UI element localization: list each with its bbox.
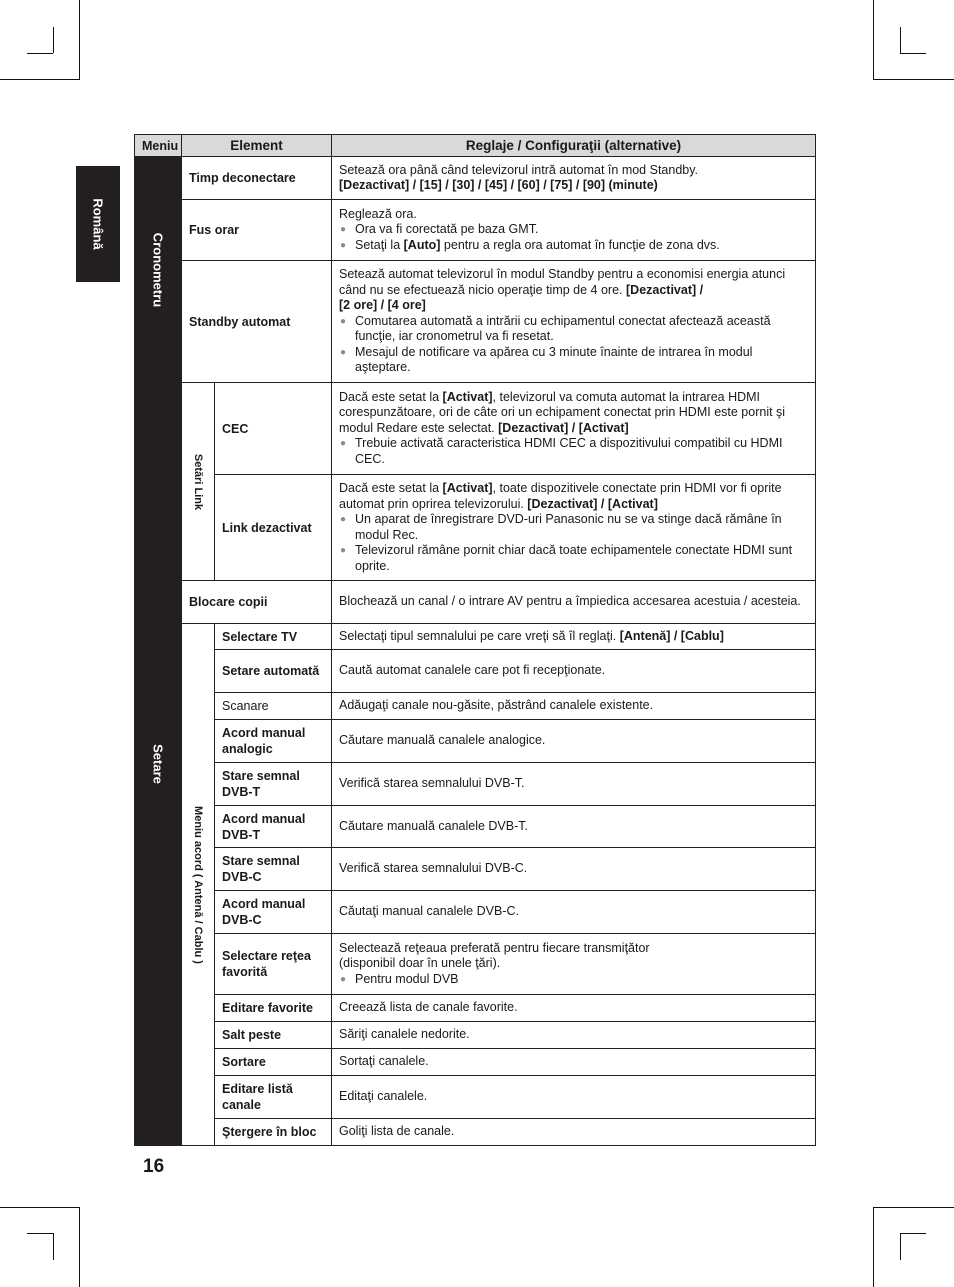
element-description: Creează lista de canale favorite.	[332, 995, 816, 1022]
element-name: Timp deconectare	[182, 157, 332, 200]
table-row	[135, 200, 816, 261]
table-row	[135, 1119, 816, 1146]
subgroup-setari-link	[182, 383, 215, 581]
element-name: Stare semnal DVB-T	[215, 763, 332, 806]
element-description: Editaţi canalele.	[332, 1076, 816, 1119]
table-row	[135, 383, 816, 475]
element-description: Căutare manuală canalele DVB-T.	[332, 806, 816, 848]
settings-table	[134, 134, 816, 1146]
crop-mark	[873, 0, 874, 80]
element-description: Blochează un canal / o intrare AV pentru a împiedica accesarea acestuia / acesteia.	[332, 581, 816, 624]
table-row	[135, 720, 816, 763]
table-row	[135, 1049, 816, 1076]
element-description: Reglează ora. ● Ora va fi corectată pe baza GMT. ● Setaţi la [Auto] pentru a regla ora automat în funcţie de zona dvs.	[332, 200, 816, 261]
element-description: Dacă este setat la [Activat], televizorul va comuta automat la intrarea HDMI corespunzătoare, ori de câte ori un echipament conectat prin HDMI este pornit şi modul Redare este selectat. [Dezactivat] / [Activat] ● Trebuie activată caracteristica HDMI CEC a dispozitivului compatibil cu HDMI CEC.	[332, 383, 816, 475]
element-description: Săriţi canalele nedorite.	[332, 1022, 816, 1049]
element-name: Salt peste	[215, 1022, 332, 1049]
crop-mark	[53, 1233, 54, 1260]
table-row	[135, 891, 816, 934]
element-name: Standby automat	[182, 261, 332, 383]
element-name: Blocare copii	[182, 581, 332, 624]
element-name: Ştergere în bloc	[215, 1119, 332, 1146]
element-name: Sortare	[215, 1049, 332, 1076]
table-row	[135, 995, 816, 1022]
crop-mark	[900, 53, 926, 54]
element-name: Scanare	[215, 693, 332, 720]
table-row	[135, 848, 816, 891]
table-row	[135, 475, 816, 581]
element-description: Adăugaţi canale nou-găsite, păstrând canalele existente.	[332, 693, 816, 720]
element-name: Editare favorite	[215, 995, 332, 1022]
element-name: Fus orar	[182, 200, 332, 261]
element-name: Acord manual DVB-T	[215, 806, 332, 848]
element-description: Verifică starea semnalului DVB-C.	[332, 848, 816, 891]
table-row	[135, 261, 816, 383]
element-description: Setează ora până când televizorul intră automat în mod Standby. [Dezactivat] / [15] / [30] / [45] / [60] / [75] / [90] (minute)	[332, 157, 816, 200]
table-row	[135, 650, 816, 693]
table-row	[135, 157, 816, 200]
menu-group-setare	[135, 383, 182, 1146]
element-name: CEC	[215, 383, 332, 475]
table-row	[135, 624, 816, 650]
crop-mark	[900, 1233, 926, 1234]
element-description: Setează automat televizorul în modul Standby pentru a economisi energia atunci când nu se efectuează nicio operaţie timp de 4 ore. [Dezactivat] / [2 ore] / [4 ore] ● Comutarea automată a intrării cu echipamentul conectat afectează această funcţie, iar cronometrul va fi resetat. ● Mesajul de notificare va apărea cu 3 minute înainte de intrarea în modul aşteptare.	[332, 261, 816, 383]
menu-group-label: Cronometru	[150, 232, 166, 307]
table-header-row	[135, 135, 816, 157]
crop-mark	[900, 1233, 901, 1260]
element-description: Selectaţi tipul semnalului pe care vreţi să îl reglaţi. [Antenă] / [Cablu]	[332, 624, 816, 650]
element-description: Căutare manuală canalele analogice.	[332, 720, 816, 763]
table-row	[135, 763, 816, 806]
table-row	[135, 693, 816, 720]
header-meniu: Meniu	[135, 135, 182, 157]
menu-group-cronometru	[135, 157, 182, 383]
element-description: Verifică starea semnalului DVB-T.	[332, 763, 816, 806]
header-element: Element	[182, 135, 332, 157]
crop-mark	[27, 53, 53, 54]
table-row	[135, 1076, 816, 1119]
element-name: Stare semnal DVB-C	[215, 848, 332, 891]
element-name: Acord manual analogic	[215, 720, 332, 763]
table-row	[135, 806, 816, 848]
page-number: 16	[143, 1156, 165, 1177]
element-description: Sortaţi canalele.	[332, 1049, 816, 1076]
element-name: Setare automată	[215, 650, 332, 693]
element-name: Selectare TV	[215, 624, 332, 650]
table-row	[135, 1022, 816, 1049]
crop-mark	[79, 0, 80, 80]
element-description: Căutaţi manual canalele DVB-C.	[332, 891, 816, 934]
crop-mark	[873, 1207, 954, 1208]
crop-mark	[53, 27, 54, 53]
element-description: Caută automat canalele care pot fi recepţionate.	[332, 650, 816, 693]
subgroup-label: Setări Link	[192, 453, 204, 510]
crop-mark	[900, 27, 901, 53]
element-description: Goliţi lista de canale.	[332, 1119, 816, 1146]
crop-mark	[0, 79, 80, 80]
element-name: Editare listă canale	[215, 1076, 332, 1119]
header-reglaje: Reglaje / Configuraţii (alternative)	[332, 135, 816, 157]
crop-mark	[873, 79, 954, 80]
subgroup-label: Meniu acord ( Antenă / Cablu )	[192, 805, 204, 964]
table-row	[135, 934, 816, 995]
crop-mark	[27, 1233, 53, 1234]
element-name: Link dezactivat	[215, 475, 332, 581]
element-name: Acord manual DVB-C	[215, 891, 332, 934]
menu-group-label: Setare	[150, 744, 166, 784]
subgroup-meniu-acord	[182, 624, 215, 1146]
language-label: Română	[90, 198, 106, 250]
language-tab	[76, 166, 120, 282]
crop-mark	[873, 1207, 874, 1287]
crop-mark	[0, 1207, 80, 1208]
table-row	[135, 581, 816, 624]
element-description: Dacă este setat la [Activat], toate dispozitivele conectate prin HDMI vor fi oprite automat prin oprirea televizorului. [Dezactivat] / [Activat] ● Un aparat de înregistrare DVD-uri Panasonic nu se va stinge dacă rămâne în modul Rec. ● Televizorul rămâne pornit chiar dacă toate echipamentele conectate HDMI sunt oprite.	[332, 475, 816, 581]
element-description: Selectează reţeaua preferată pentru fiecare transmiţător (disponibil doar în unele ţări). ● Pentru modul DVB	[332, 934, 816, 995]
crop-mark	[79, 1207, 80, 1287]
element-name: Selectare reţea favorită	[215, 934, 332, 995]
